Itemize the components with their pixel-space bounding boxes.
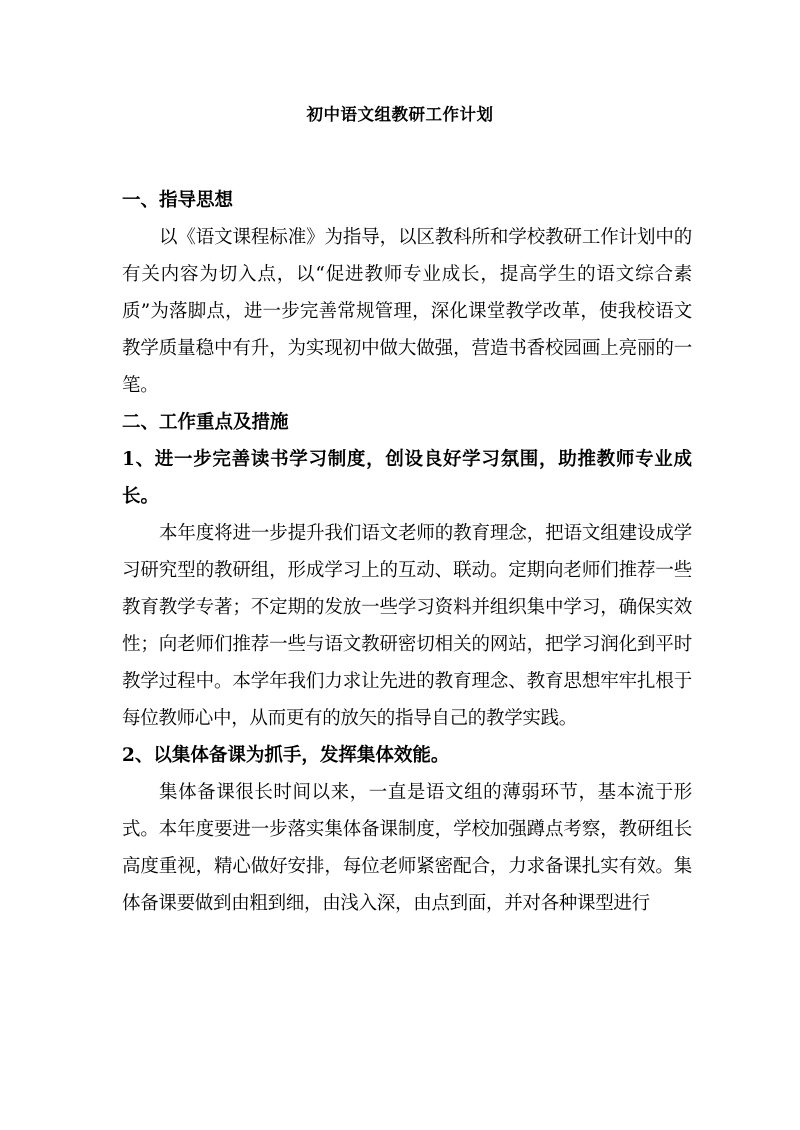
subheading-collective-lesson-prep: 2、以集体备课为抓手，发挥集体效能。 — [122, 745, 450, 766]
section-heading-guiding-ideology: 一、指导思想 — [122, 190, 234, 211]
document-title: 初中语文组教研工作计划 — [306, 105, 494, 124]
paragraph-guiding-ideology: 以《语文课程标准》为指导，以区教科所和学校教研工作计划中的有关内容为切入点，以“促进教师专业成长，提高学生的语文综合素质”为落脚点，进一步完善常规管理，深化课堂教学改革，使我校语文教学质量稳中有升，为实现初中做大做强，营造书香校园画上亮丽的一笔。 — [122, 227, 692, 396]
subheading-reading-study: 1、进一步完善读书学习制度，创设良好学习氛围，助推教师专业成长。 — [122, 449, 692, 507]
paragraph-reading-study: 本年度将进一步提升我们语文老师的教育理念，把语文组建设成学习研究型的教研组，形成学习上的互动、联动。定期向老师们推荐一些教育教学专著；不定期的发放一些学习资料并组织集中学习，确保实效性；向老师们推荐一些与语文教研密切相关的网站，把学习润化到平时教学过程中。本学年我们力求让先进的教育理念、教育思想牢牢扎根于每位教师心中，从而更有的放矢的指导自己的教学实践。 — [122, 523, 692, 729]
paragraph-collective-lesson-prep: 集体备课很长时间以来，一直是语文组的薄弱环节，基本流于形式。本年度要进一步落实集体备课制度，学校加强蹲点考察，教研组长高度重视，精心做好安排，每位老师紧密配合，力求备课扎实有效。集体备课要做到由粗到细，由浅入深，由点到面，并对各种课型进行 — [122, 782, 692, 914]
section-heading-work-focus: 二、工作重点及措施 — [122, 412, 289, 433]
document-body — [122, 182, 692, 922]
